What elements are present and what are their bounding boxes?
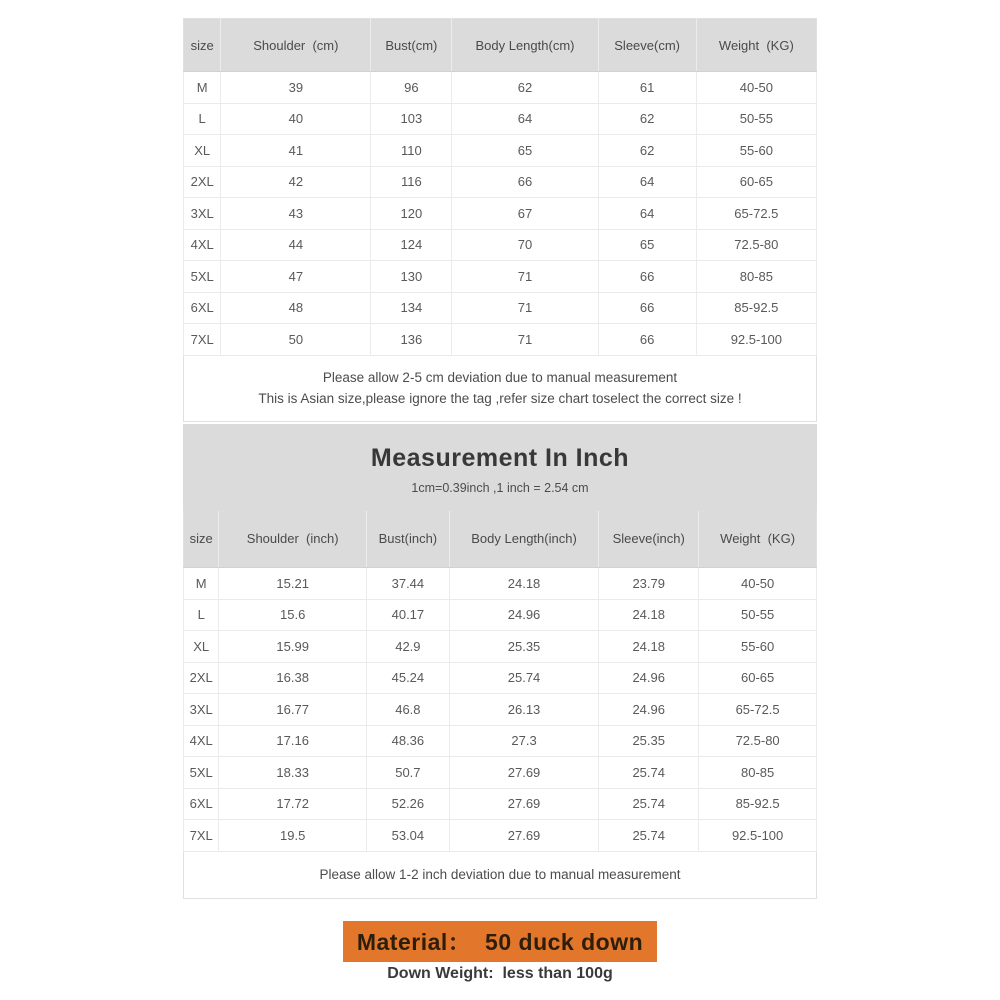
inch-size-table	[183, 511, 817, 852]
table-row	[184, 72, 817, 104]
size-cell: 6XL	[184, 788, 219, 820]
value-cell: 46.8	[366, 694, 449, 726]
value-cell: 17.72	[219, 788, 366, 820]
inch-deviation-note: Please allow 1-2 inch deviation due to manual measurement	[319, 866, 681, 882]
value-cell: 96	[371, 72, 452, 104]
value-cell: 16.77	[219, 694, 366, 726]
value-cell: 48.36	[366, 725, 449, 757]
value-cell: 24.96	[599, 662, 699, 694]
size-cell: 2XL	[184, 662, 219, 694]
value-cell: 55-60	[699, 631, 817, 663]
value-cell: 26.13	[449, 694, 598, 726]
size-cell: XL	[184, 135, 221, 167]
value-cell: 66	[598, 292, 696, 324]
value-cell: 42.9	[366, 631, 449, 663]
table-row	[184, 599, 817, 631]
table-row	[184, 568, 817, 600]
value-cell: 48	[221, 292, 371, 324]
table-header-row	[184, 511, 817, 568]
column-header: Shoulder (cm)	[221, 19, 371, 72]
value-cell: 64	[598, 198, 696, 230]
size-cell: 4XL	[184, 229, 221, 261]
value-cell: 18.33	[219, 757, 366, 789]
value-cell: 27.69	[449, 820, 598, 852]
table-header-row	[184, 19, 817, 72]
size-cell: L	[184, 103, 221, 135]
material-footer	[0, 921, 1000, 983]
value-cell: 50-55	[696, 103, 816, 135]
inch-table-notes	[183, 852, 817, 899]
column-header: Weight (KG)	[696, 19, 816, 72]
value-cell: 80-85	[699, 757, 817, 789]
value-cell: 25.35	[599, 725, 699, 757]
value-cell: 60-65	[699, 662, 817, 694]
value-cell: 40-50	[696, 72, 816, 104]
value-cell: 40-50	[699, 568, 817, 600]
value-cell: 65	[452, 135, 598, 167]
value-cell: 92.5-100	[696, 324, 816, 356]
size-cell: XL	[184, 631, 219, 663]
value-cell: 85-92.5	[699, 788, 817, 820]
value-cell: 24.18	[599, 631, 699, 663]
value-cell: 50.7	[366, 757, 449, 789]
value-cell: 25.74	[449, 662, 598, 694]
size-cell: 4XL	[184, 725, 219, 757]
table-row	[184, 757, 817, 789]
value-cell: 65-72.5	[696, 198, 816, 230]
value-cell: 72.5-80	[699, 725, 817, 757]
value-cell: 40	[221, 103, 371, 135]
value-cell: 16.38	[219, 662, 366, 694]
value-cell: 27.69	[449, 757, 598, 789]
value-cell: 23.79	[599, 568, 699, 600]
size-cell: L	[184, 599, 219, 631]
value-cell: 15.6	[219, 599, 366, 631]
value-cell: 60-65	[696, 166, 816, 198]
table-row	[184, 261, 817, 293]
size-cell: 7XL	[184, 324, 221, 356]
inch-section-title: Measurement In Inch	[370, 443, 630, 472]
table-row	[184, 725, 817, 757]
column-header: Bust(inch)	[366, 511, 449, 568]
value-cell: 62	[598, 103, 696, 135]
size-cell: M	[184, 72, 221, 104]
value-cell: 66	[598, 324, 696, 356]
value-cell: 25.74	[599, 820, 699, 852]
value-cell: 120	[371, 198, 452, 230]
value-cell: 66	[598, 261, 696, 293]
value-cell: 39	[221, 72, 371, 104]
value-cell: 92.5-100	[699, 820, 817, 852]
value-cell: 17.16	[219, 725, 366, 757]
table-row	[184, 135, 817, 167]
column-header: Sleeve(cm)	[598, 19, 696, 72]
table-row	[184, 166, 817, 198]
size-cell: 7XL	[184, 820, 219, 852]
value-cell: 116	[371, 166, 452, 198]
value-cell: 53.04	[366, 820, 449, 852]
value-cell: 24.96	[449, 599, 598, 631]
table-row	[184, 820, 817, 852]
value-cell: 27.69	[449, 788, 598, 820]
value-cell: 66	[452, 166, 598, 198]
size-chart-container	[183, 18, 817, 899]
table-row	[184, 324, 817, 356]
value-cell: 134	[371, 292, 452, 324]
inch-section-header	[183, 424, 817, 511]
size-cell: 3XL	[184, 198, 221, 230]
column-header: Body Length(inch)	[449, 511, 598, 568]
value-cell: 65	[598, 229, 696, 261]
value-cell: 72.5-80	[696, 229, 816, 261]
value-cell: 27.3	[449, 725, 598, 757]
table-row	[184, 662, 817, 694]
value-cell: 44	[221, 229, 371, 261]
column-header: Shoulder (inch)	[219, 511, 366, 568]
value-cell: 40.17	[366, 599, 449, 631]
table-row	[184, 103, 817, 135]
value-cell: 61	[598, 72, 696, 104]
value-cell: 15.99	[219, 631, 366, 663]
column-header: Body Length(cm)	[452, 19, 598, 72]
table-row	[184, 198, 817, 230]
value-cell: 103	[371, 103, 452, 135]
value-cell: 124	[371, 229, 452, 261]
size-cell: M	[184, 568, 219, 600]
table-row	[184, 292, 817, 324]
size-cell: 2XL	[184, 166, 221, 198]
value-cell: 50	[221, 324, 371, 356]
value-cell: 19.5	[219, 820, 366, 852]
value-cell: 85-92.5	[696, 292, 816, 324]
value-cell: 64	[598, 166, 696, 198]
value-cell: 15.21	[219, 568, 366, 600]
value-cell: 50-55	[699, 599, 817, 631]
value-cell: 55-60	[696, 135, 816, 167]
table-row	[184, 694, 817, 726]
cm-table-notes	[183, 356, 817, 422]
column-header: size	[184, 19, 221, 72]
value-cell: 136	[371, 324, 452, 356]
column-header: Weight (KG)	[699, 511, 817, 568]
column-header: Sleeve(inch)	[599, 511, 699, 568]
value-cell: 62	[598, 135, 696, 167]
value-cell: 71	[452, 324, 598, 356]
size-cell: 5XL	[184, 757, 219, 789]
value-cell: 52.26	[366, 788, 449, 820]
value-cell: 110	[371, 135, 452, 167]
value-cell: 43	[221, 198, 371, 230]
value-cell: 71	[452, 292, 598, 324]
size-cell: 3XL	[184, 694, 219, 726]
value-cell: 24.96	[599, 694, 699, 726]
value-cell: 24.18	[449, 568, 598, 600]
value-cell: 25.74	[599, 757, 699, 789]
value-cell: 65-72.5	[699, 694, 817, 726]
value-cell: 47	[221, 261, 371, 293]
value-cell: 24.18	[599, 599, 699, 631]
table-row	[184, 788, 817, 820]
material-banner: Material： 50 duck down	[343, 921, 657, 962]
size-cell: 5XL	[184, 261, 221, 293]
size-cell: 6XL	[184, 292, 221, 324]
value-cell: 37.44	[366, 568, 449, 600]
down-weight-text: Down Weight: less than 100g	[387, 964, 613, 982]
value-cell: 64	[452, 103, 598, 135]
asian-size-note: This is Asian size,please ignore the tag ,refer size chart toselect the correct size !	[258, 390, 742, 406]
value-cell: 71	[452, 261, 598, 293]
cm-deviation-note: Please allow 2-5 cm deviation due to manual measurement	[322, 369, 678, 385]
value-cell: 42	[221, 166, 371, 198]
value-cell: 45.24	[366, 662, 449, 694]
value-cell: 41	[221, 135, 371, 167]
column-header: Bust(cm)	[371, 19, 452, 72]
value-cell: 70	[452, 229, 598, 261]
value-cell: 25.74	[599, 788, 699, 820]
inch-conversion-note: 1cm=0.39inch ,1 inch = 2.54 cm	[411, 480, 589, 495]
value-cell: 130	[371, 261, 452, 293]
value-cell: 25.35	[449, 631, 598, 663]
value-cell: 80-85	[696, 261, 816, 293]
value-cell: 62	[452, 72, 598, 104]
cm-size-table	[183, 18, 817, 356]
column-header: size	[184, 511, 219, 568]
table-row	[184, 229, 817, 261]
table-row	[184, 631, 817, 663]
value-cell: 67	[452, 198, 598, 230]
